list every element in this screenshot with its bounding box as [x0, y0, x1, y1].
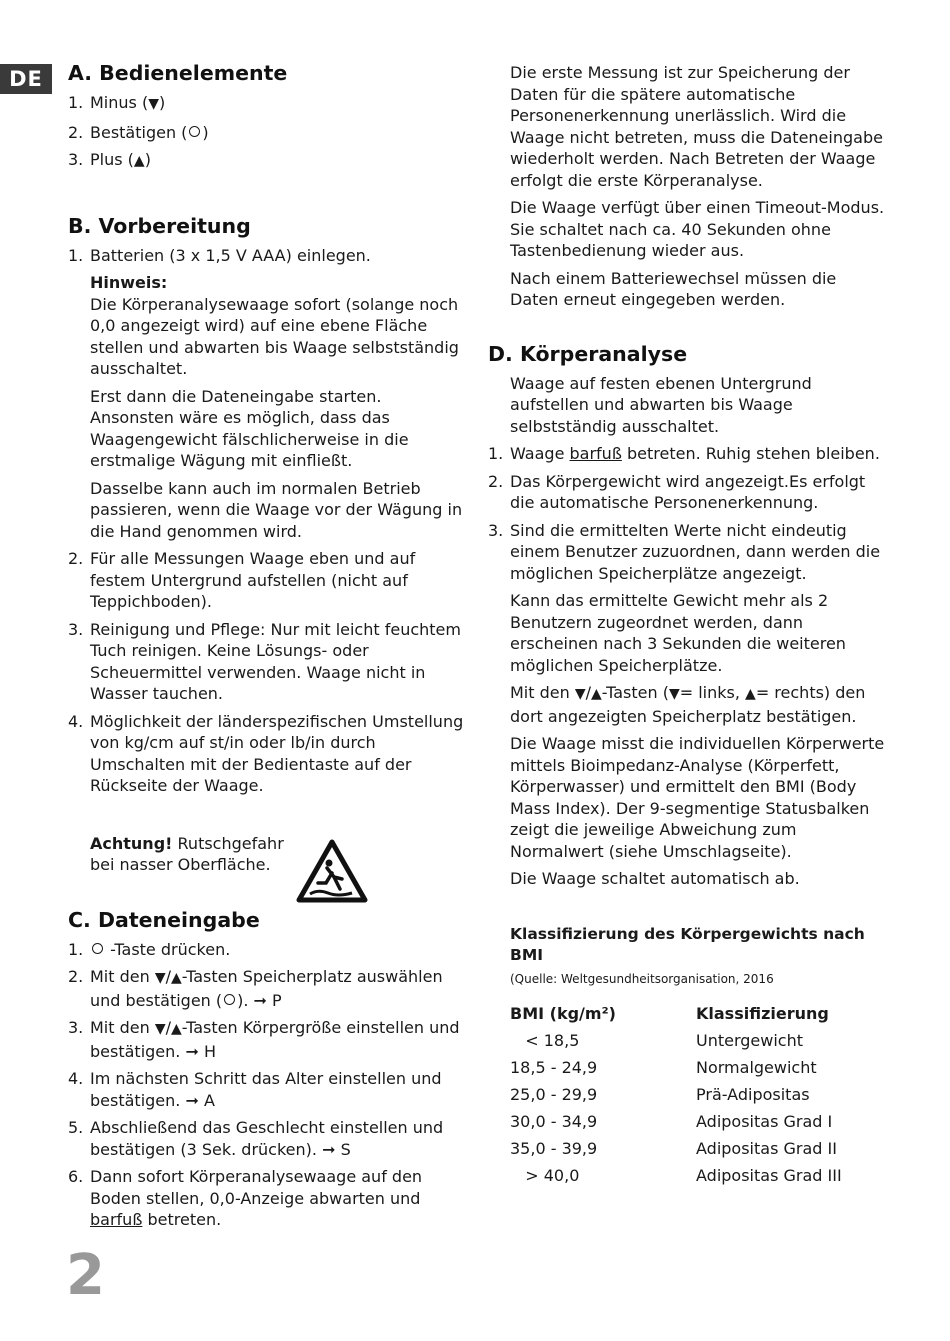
hint-paragraph: Die Körperanalysewaage sofort (solange noch 0,0 angezeigt wird) auf eine ebene Fläche stellen und abwarten bis Waage selbstständig ausschaltet.	[90, 294, 459, 378]
paragraph: Die Waage misst die individuellen Körperwerte mittels Bioimpedanz-Analyse (Körperfett, Körperwasser) und ermittelt den BMI (Body Mass Index). Der 9-segmentige Statusbalken zeigt die jeweilige Abweichung zum Normalwert (siehe Umschlagseite).	[510, 734, 885, 861]
bmi-class: Untergewicht	[696, 1030, 804, 1050]
item-text: )	[158, 93, 166, 112]
item-text: Mit den	[90, 967, 155, 986]
hint-paragraph: Dasselbe kann auch im normalen Betrieb passieren, wenn die Waage vor der Wägung in die Hand genommen wird.	[90, 478, 463, 541]
preparation-list	[68, 245, 468, 797]
item-text: Abschließend das Geschlecht einstellen und bestätigen (3 Sek. drücken).	[90, 1118, 444, 1159]
item-number: 6.	[68, 1167, 84, 1186]
column-header: BMI (kg/m²)	[510, 1003, 616, 1023]
item-number: 3.	[68, 1018, 84, 1037]
paragraph: Die Waage schaltet automatisch ab.	[510, 869, 800, 888]
storage-notes	[488, 62, 888, 311]
arrow-right-icon: ➞	[322, 1139, 336, 1159]
item-text: Waage	[510, 444, 570, 463]
plus-up-icon: ▲	[171, 970, 182, 986]
item-text: Plus (	[90, 150, 134, 169]
list-item	[68, 245, 468, 543]
paragraph: Nach einem Batteriewechsel müssen die Daten erneut eingegeben werden.	[510, 268, 837, 309]
item-text: )	[202, 122, 209, 142]
display-code: A	[203, 1090, 215, 1110]
list-item	[68, 619, 468, 705]
item-number: 3.	[68, 619, 84, 639]
item-text: betreten.	[142, 1210, 222, 1229]
list-item	[68, 149, 468, 173]
bmi-class: Adipositas Grad I	[696, 1111, 833, 1131]
plus-up-icon: ▲	[745, 686, 756, 702]
item-number: 2.	[68, 967, 84, 986]
list-item	[68, 1117, 468, 1160]
confirm-circle-icon	[189, 126, 200, 137]
list-item	[68, 711, 468, 797]
list-item	[488, 471, 888, 514]
bmi-range: 25,0 - 29,9	[510, 1084, 598, 1104]
confirm-circle-icon	[92, 943, 103, 954]
item-number: 1.	[488, 444, 504, 463]
minus-down-icon: ▼	[154, 970, 166, 986]
paragraph: Die Waage verfügt über einen Timeout-Modus. Sie schaltet nach ca. 40 Sekunden ohne Tastenbedienung wieder aus.	[510, 198, 885, 260]
bmi-class: Adipositas Grad III	[696, 1165, 842, 1185]
bmi-range: 35,0 - 39,9	[510, 1138, 598, 1158]
item-number: 4.	[68, 1069, 84, 1088]
arrow-right-icon: ➞	[185, 1090, 199, 1110]
table-row	[510, 1081, 842, 1108]
item-number: 3.	[68, 150, 84, 169]
arrow-right-icon: ➞	[253, 990, 267, 1010]
display-code: H	[203, 1041, 216, 1061]
table-row	[510, 1108, 842, 1135]
right-column	[488, 62, 888, 1189]
hint-paragraph: Erst dann die Dateneingabe starten. Ansonsten wäre es möglich, dass das Waagengewicht fälschlicherweise in die erstmalige Wägung mit einfließt.	[90, 386, 409, 470]
bmi-range: 18,5 - 24,9	[510, 1057, 598, 1077]
controls-list	[68, 92, 468, 173]
bmi-classification	[488, 924, 888, 1190]
display-code: S	[340, 1139, 351, 1159]
item-number: 2.	[488, 471, 504, 491]
warning-text	[90, 833, 290, 876]
item-text: -Taste drücken.	[105, 939, 231, 959]
underlined-text: barfuß	[90, 1210, 143, 1229]
list-item	[68, 966, 468, 1011]
minus-down-icon: ▼	[574, 686, 586, 702]
bmi-range: > 40,0	[510, 1165, 580, 1185]
item-text: ).	[237, 990, 249, 1010]
section-d-title: D. Körperanalyse	[488, 341, 688, 366]
text: = links,	[679, 683, 746, 702]
paragraph: Waage auf festen ebenen Untergrund aufstellen und abwarten bis Waage selbstständig ausschaltet.	[510, 373, 812, 436]
paragraph	[510, 682, 888, 727]
item-text: Möglichkeit der länderspezifischen Umstellung von kg/cm auf st/in oder lb/in durch Umschalten mit der Bedientaste auf der Rückseite der Waage.	[90, 711, 464, 795]
item-text: Im nächsten Schritt das Alter einstellen und bestätigen.	[90, 1069, 442, 1110]
warning-message: Rutschgefahr bei nasser Oberfläche.	[90, 833, 284, 874]
item-number: 1.	[68, 939, 84, 959]
list-item	[68, 92, 468, 116]
language-tab: DE	[0, 64, 52, 94]
minus-down-icon: ▼	[148, 96, 159, 112]
plus-up-icon: ▲	[133, 153, 145, 169]
warning-label: Achtung!	[90, 833, 173, 853]
minus-down-icon: ▼	[154, 1021, 166, 1037]
item-text: Minus (	[90, 93, 149, 112]
confirm-circle-icon	[224, 994, 235, 1005]
display-code: P	[272, 990, 282, 1010]
bmi-class: Adipositas Grad II	[696, 1138, 837, 1158]
bmi-table-title: Klassifizierung des Körpergewichts nach BMI	[510, 924, 865, 964]
item-text: -Tasten Körpergröße einstellen und bestätigen.	[90, 1018, 460, 1061]
bmi-class: Normalgewicht	[696, 1057, 817, 1077]
item-number: 4.	[68, 711, 84, 731]
item-number: 3.	[488, 520, 504, 540]
plus-up-icon: ▲	[591, 686, 602, 702]
paragraph: Kann das ermittelte Gewicht mehr als 2 Benutzern zugeordnet werden, dann erscheinen nach 3 Sekunden die weiteren möglichen Speicherplätze.	[510, 591, 846, 675]
item-number: 5.	[68, 1118, 84, 1137]
bmi-range: 30,0 - 34,9	[510, 1111, 598, 1131]
item-text: Sind die ermittelten Werte nicht eindeutig einem Benutzer zuzuordnen, dann werden die möglichen Speicherplätze angezeigt.	[510, 520, 881, 583]
text: Mit den	[510, 683, 575, 702]
item-text: Batterien (3 x 1,5 V AAA) einlegen.	[90, 245, 371, 265]
item-text: betreten. Ruhig stehen bleiben.	[621, 444, 880, 463]
item-text: Bestätigen (	[90, 122, 188, 142]
list-item	[68, 1017, 468, 1062]
list-item	[68, 122, 468, 144]
underlined-text: barfuß	[569, 444, 622, 463]
slip-warning	[68, 833, 468, 903]
item-text: Reinigung und Pflege: Nur mit leicht feuchtem Tuch reinigen. Keine Lösungs- oder Scheuermittel verwenden. Waage nicht in Wasser tauchen.	[90, 619, 461, 703]
slippery-surface-warning-icon	[296, 839, 368, 903]
item-text: -Tasten Speicherplatz auswählen und bestätigen (	[90, 967, 443, 1010]
table-row	[510, 1027, 842, 1054]
list-item	[68, 1166, 468, 1231]
item-text: Mit den	[90, 1018, 155, 1037]
body-analysis-list	[488, 443, 888, 890]
item-number: 1.	[68, 93, 84, 112]
page-number: 2	[66, 1243, 105, 1308]
table-header-row	[510, 1000, 842, 1027]
list-item	[68, 1068, 468, 1111]
list-item	[68, 939, 468, 961]
text: = rechts) den dort angezeigten Speicherplatz bestätigen.	[510, 683, 866, 726]
left-column	[68, 60, 468, 1237]
list-item	[488, 520, 888, 890]
table-row	[510, 1162, 842, 1189]
list-item	[488, 443, 888, 465]
bmi-class: Prä-Adipositas	[696, 1084, 810, 1104]
bmi-table-source: (Quelle: Weltgesundheitsorganisation, 2016	[510, 971, 774, 986]
table-row	[510, 1135, 842, 1162]
item-number: 2.	[68, 549, 84, 568]
item-number: 1.	[68, 245, 84, 265]
hint-label: Hinweis:	[90, 273, 168, 292]
item-text: Für alle Messungen Waage eben und auf festem Untergrund aufstellen (nicht auf Teppichboden).	[90, 549, 416, 611]
column-header: Klassifizierung	[696, 1003, 829, 1023]
data-entry-list	[68, 939, 468, 1231]
arrow-right-icon: ➞	[185, 1041, 199, 1061]
slash: /	[585, 683, 592, 702]
minus-down-icon: ▼	[668, 686, 680, 702]
bmi-table	[510, 1000, 842, 1189]
section-b-title: B. Vorbereitung	[68, 213, 251, 238]
paragraph: Die erste Messung ist zur Speicherung der Daten für die spätere automatische Personenerkennung unerlässlich. Wird die Waage nicht betreten, muss die Dateneingabe wiederholt werden. Nach Betreten der Waage erfolgt die erste Körperanalyse.	[510, 63, 883, 190]
item-text: Dann sofort Körperanalysewaage auf den Boden stellen, 0,0-Anzeige abwarten und	[90, 1167, 423, 1208]
bmi-range: < 18,5	[510, 1030, 580, 1050]
text: -Tasten (	[601, 683, 669, 702]
item-number: 2.	[68, 122, 84, 142]
list-item	[68, 548, 468, 613]
item-text: Das Körpergewicht wird angezeigt.Es erfolgt die automatische Personenerkennung.	[510, 471, 866, 512]
section-c-title: C. Dateneingabe	[68, 907, 260, 932]
plus-up-icon: ▲	[171, 1021, 182, 1037]
slash: /	[165, 1018, 172, 1037]
table-row	[510, 1054, 842, 1081]
section-a-title: A. Bedienelemente	[68, 61, 288, 85]
slash: /	[165, 967, 172, 986]
item-text: )	[144, 150, 151, 169]
